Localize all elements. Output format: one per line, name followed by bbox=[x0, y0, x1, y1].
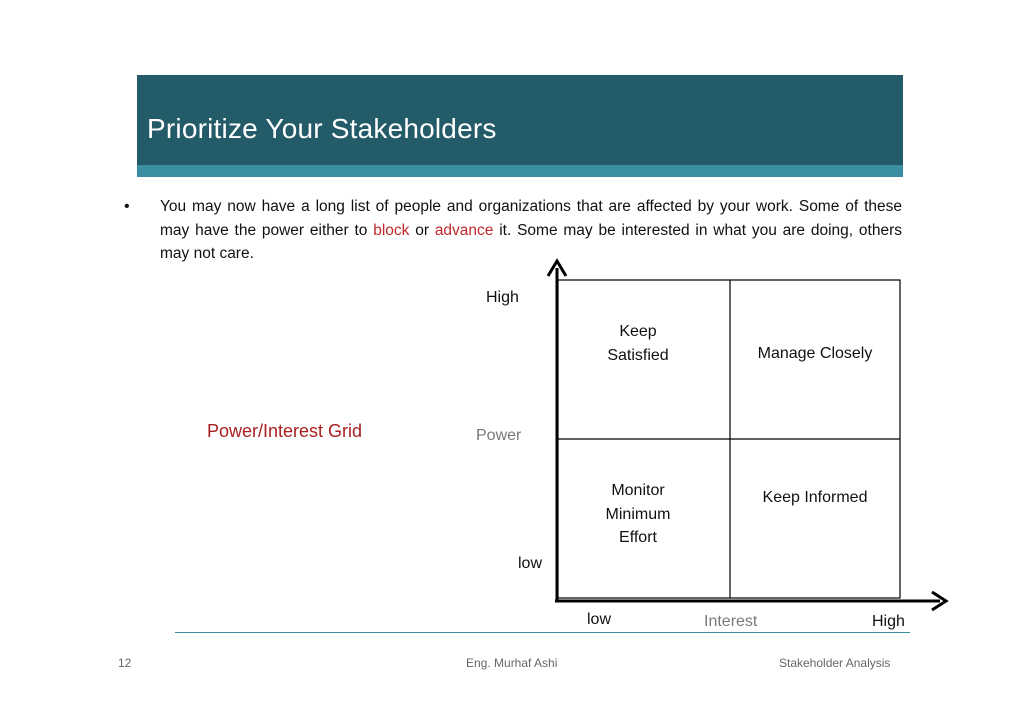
bullet-marker: • bbox=[124, 198, 130, 215]
quadrant-monitor-line2: Minimum bbox=[605, 505, 671, 523]
quadrant-keep-satisfied-line2: Satisfied bbox=[607, 346, 669, 364]
quadrant-manage-closely-line1: Manage Closely bbox=[757, 345, 873, 362]
y-axis-low-label: low bbox=[518, 555, 543, 572]
x-axis-low-label: low bbox=[587, 611, 612, 628]
x-axis-name: Interest bbox=[704, 613, 758, 630]
footer-topic: Stakeholder Analysis bbox=[779, 656, 891, 670]
highlight-advance: advance bbox=[434, 221, 494, 239]
quadrant-monitor-line1: Monitor bbox=[611, 482, 665, 499]
quadrant-keep-informed bbox=[738, 486, 892, 510]
quadrant-keep-satisfied-line1: Keep bbox=[619, 323, 657, 340]
grid-label: Power/Interest Grid bbox=[207, 421, 363, 441]
slide-title: Prioritize Your Stakeholders bbox=[147, 113, 497, 144]
y-axis-high-label: High bbox=[486, 289, 519, 306]
bullet-text-part3: it. Some may be interested in what you are doing, others may not care. bbox=[160, 221, 902, 262]
quadrant-manage-closely bbox=[738, 342, 892, 366]
quadrant-keep-satisfied bbox=[578, 320, 698, 367]
footer-divider bbox=[175, 632, 910, 633]
bullet-text-part1: You may now have a long list of people and organizations that are affected by your work. Some of these may have the power either to bbox=[160, 198, 902, 239]
quadrant-keep-informed-line1: Keep Informed bbox=[762, 489, 868, 506]
x-axis-high-label: High bbox=[872, 613, 905, 630]
y-axis-name: Power bbox=[476, 427, 522, 444]
bullet-text-part2: or bbox=[409, 221, 435, 239]
quadrant-monitor-minimum-effort bbox=[578, 479, 698, 550]
footer-author: Eng. Murhaf Ashi bbox=[466, 656, 558, 670]
quadrant-monitor-line3: Effort bbox=[619, 529, 657, 546]
highlight-block: block bbox=[373, 221, 410, 239]
footer-page-number: 12 bbox=[118, 656, 132, 670]
